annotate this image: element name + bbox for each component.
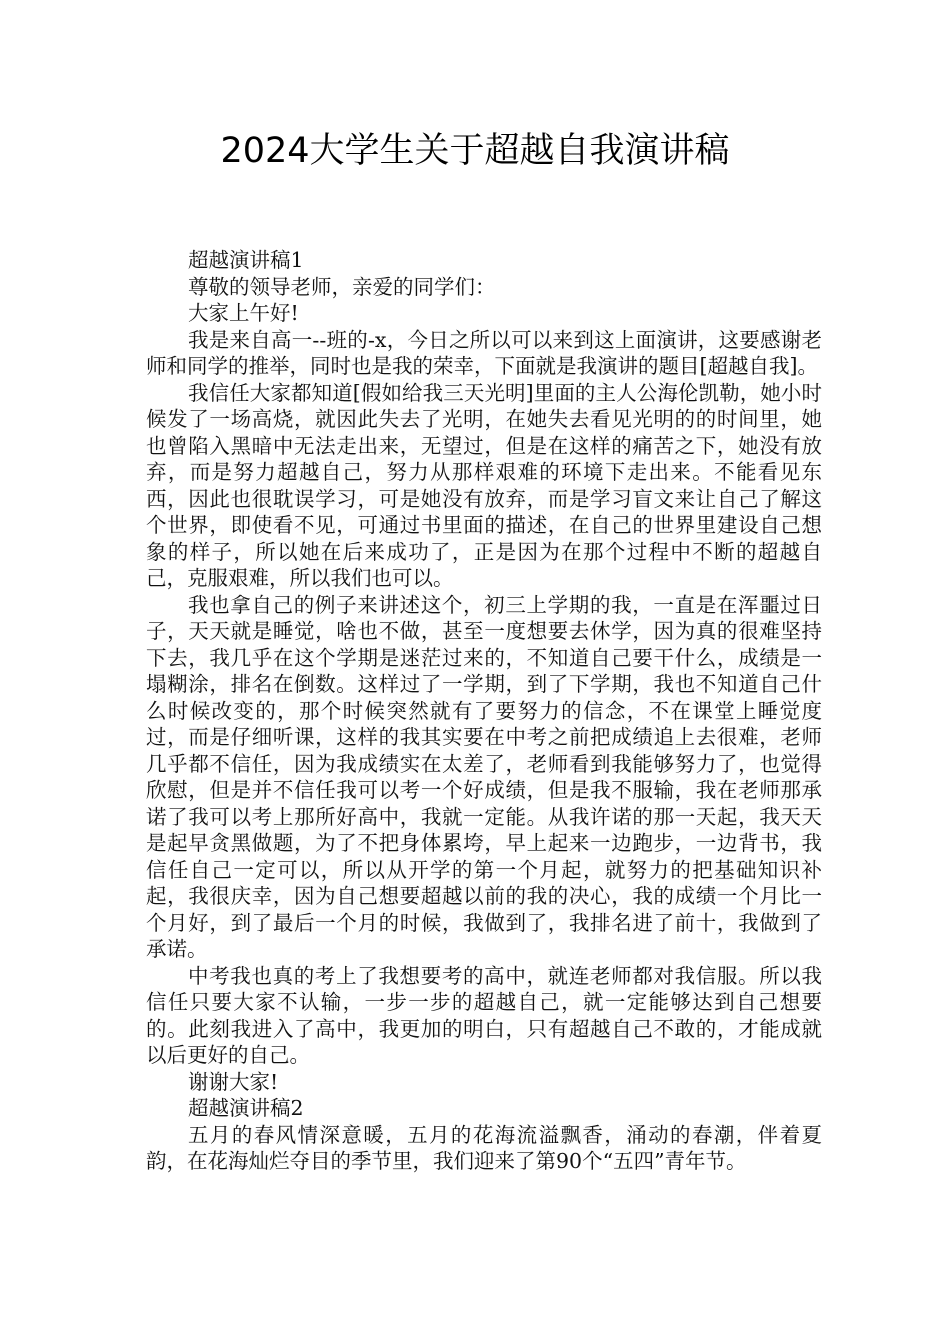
greeting: 大家上午好! xyxy=(188,301,299,325)
body-paragraph: 我是来自高一--班的-x，今日之所以可以来到这上面演讲，这要感谢老师和同学的推举，同时也是我的荣幸，下面就是我演讲的题目[超越自我]。 xyxy=(146,327,822,378)
document-title: 2024大学生关于超越自我演讲稿 xyxy=(220,131,730,171)
body-paragraph: 我也拿自己的例子来讲述这个，初三上学期的我，一直是在浑噩过日子，天天就是睡觉，啥也不做，甚至一度想要去休学，因为真的很难坚持下去，我几乎在这个学期是迷茫过来的，不知道自己要干什么，成绩是一塌糊涂，排名在倒数。这样过了一学期，到了下学期，我也不知道自己什么时候改变的，那个时候突然就有了要努力的信念，不在课堂上睡觉度过，而是仔细听课，这样的我其实要在中考之前把成绩追上去很难，老师几乎都不信任，因为我成绩实在太差了，老师看到我能够努力了，也觉得欣慰，但是并不信任我可以考一个好成绩，但是我不服输，我在老师那承诺了我可以考上那所好高中，我就一定能。从我许诺的那一天起，我天天是起早贪黑做题，为了不把身体累垮，早上起来一边跑步，一边背书，我信任自己一定可以，所以从开学的第一个月起，就努力的把基础知识补起，我很庆幸，因为自己想要超越以前的我的决心，我的成绩一个月比一个月好，到了最后一个月的时候，我做到了，我排名进了前十，我做到了承诺。 xyxy=(146,592,822,961)
salutation: 尊敬的领导老师，亲爱的同学们： xyxy=(188,274,496,299)
body-paragraph: 我信任大家都知道[假如给我三天光明]里面的主人公海伦凯勒，她小时候发了一场高烧，就因此失去了光明，在她失去看见光明的的时间里，她也曾陷入黑暗中无法走出来，无望过，但是在这样的痛苦之下，她没有放弃，而是努力超越自己，努力从那样艰难的环境下走出来。不能看见东西，因此也很耽误学习，可是她没有放弃，而是学习盲文来让自己了解这个世界，即使看不见，可通过书里面的描述，在自己的世界里建设自己想象的样子，所以她在后来成功了，正是因为在那个过程中不断的超越自己，克服艰难，所以我们也可以。 xyxy=(146,380,822,590)
speech-heading-1: 超越演讲稿1 xyxy=(188,248,304,272)
speech-heading-2: 超越演讲稿2 xyxy=(188,1096,304,1120)
body-paragraph: 五月的春风情深意暖，五月的花海流溢飘香，涌动的春潮，伴着夏韵，在花海灿烂夺目的季节里，我们迎来了第90个“五四”青年节。 xyxy=(146,1122,822,1173)
body-paragraph: 中考我也真的考上了我想要考的高中，就连老师都对我信服。所以我信任只要大家不认输，一步一步的超越自己，就一定能够达到自己想要的。此刻我进入了高中，我更加的明白，只有超越自己不敢的，才能成就以后更好的自己。 xyxy=(146,963,822,1067)
document-body xyxy=(146,247,822,1175)
closing-thanks: 谢谢大家! xyxy=(188,1069,279,1094)
